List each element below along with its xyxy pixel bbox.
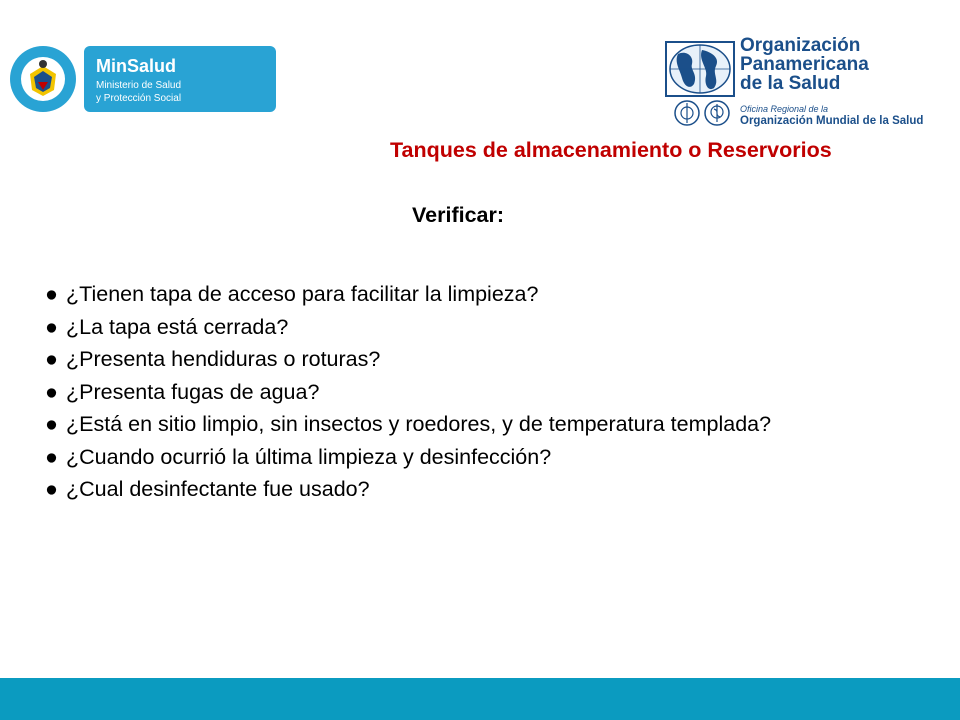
bullet-icon: ●	[45, 412, 58, 436]
minsalud-box	[84, 46, 276, 112]
bullet-icon: ●	[45, 282, 58, 306]
minsalud-name: MinSalud	[96, 56, 176, 76]
bullet-icon: ●	[45, 314, 58, 339]
footer-bar	[0, 678, 960, 720]
list-item	[45, 278, 925, 311]
list-item-text: ¿Cuando ocurrió la última limpieza y desinfección?	[66, 444, 552, 469]
list-item-text: ¿Cual desinfectante fue usado?	[66, 477, 370, 501]
slide-title: Tanques de almacenamiento o Reservorios	[390, 138, 832, 162]
list-item	[45, 408, 925, 441]
bullet-icon: ●	[45, 347, 58, 371]
ops-logo	[664, 34, 954, 130]
list-item-text: ¿Presenta fugas de agua?	[66, 379, 320, 404]
bullet-icon: ●	[45, 379, 58, 404]
ops-title-line3: de la Salud	[740, 73, 841, 94]
list-item-text: ¿Tienen tapa de acceso para facilitar la limpieza?	[66, 282, 539, 306]
list-item	[45, 473, 925, 506]
globe-icon	[664, 40, 736, 98]
ops-emblem-icon	[674, 100, 700, 126]
list-item	[45, 376, 925, 409]
minsalud-subtitle-line2: y Protección Social	[96, 93, 182, 104]
minsalud-subtitle-line1: Ministerio de Salud	[96, 80, 182, 91]
slide-subtitle: Verificar:	[412, 203, 505, 227]
list-item-text: ¿Presenta hendiduras o roturas?	[66, 347, 381, 371]
minsalud-logo	[6, 40, 272, 114]
checklist	[45, 278, 925, 506]
list-item	[45, 311, 925, 344]
ops-title	[740, 36, 869, 93]
ops-office-line2: Organización Mundial de la Salud	[740, 115, 924, 127]
ops-title-line1: Organización	[740, 35, 861, 56]
bullet-icon: ●	[45, 477, 58, 501]
ops-office-line1: Oficina Regional de la	[740, 104, 829, 114]
list-item	[45, 343, 925, 376]
ops-title-line2: Panamericana	[740, 54, 869, 75]
who-emblem-icon	[704, 100, 730, 126]
bullet-icon: ●	[45, 444, 58, 469]
list-item	[45, 441, 925, 474]
list-item-text: ¿Está en sitio limpio, sin insectos y roedores, y de temperatura templada?	[66, 412, 772, 436]
list-item-text: ¿La tapa está cerrada?	[66, 314, 289, 339]
colombia-seal-icon	[8, 44, 78, 114]
